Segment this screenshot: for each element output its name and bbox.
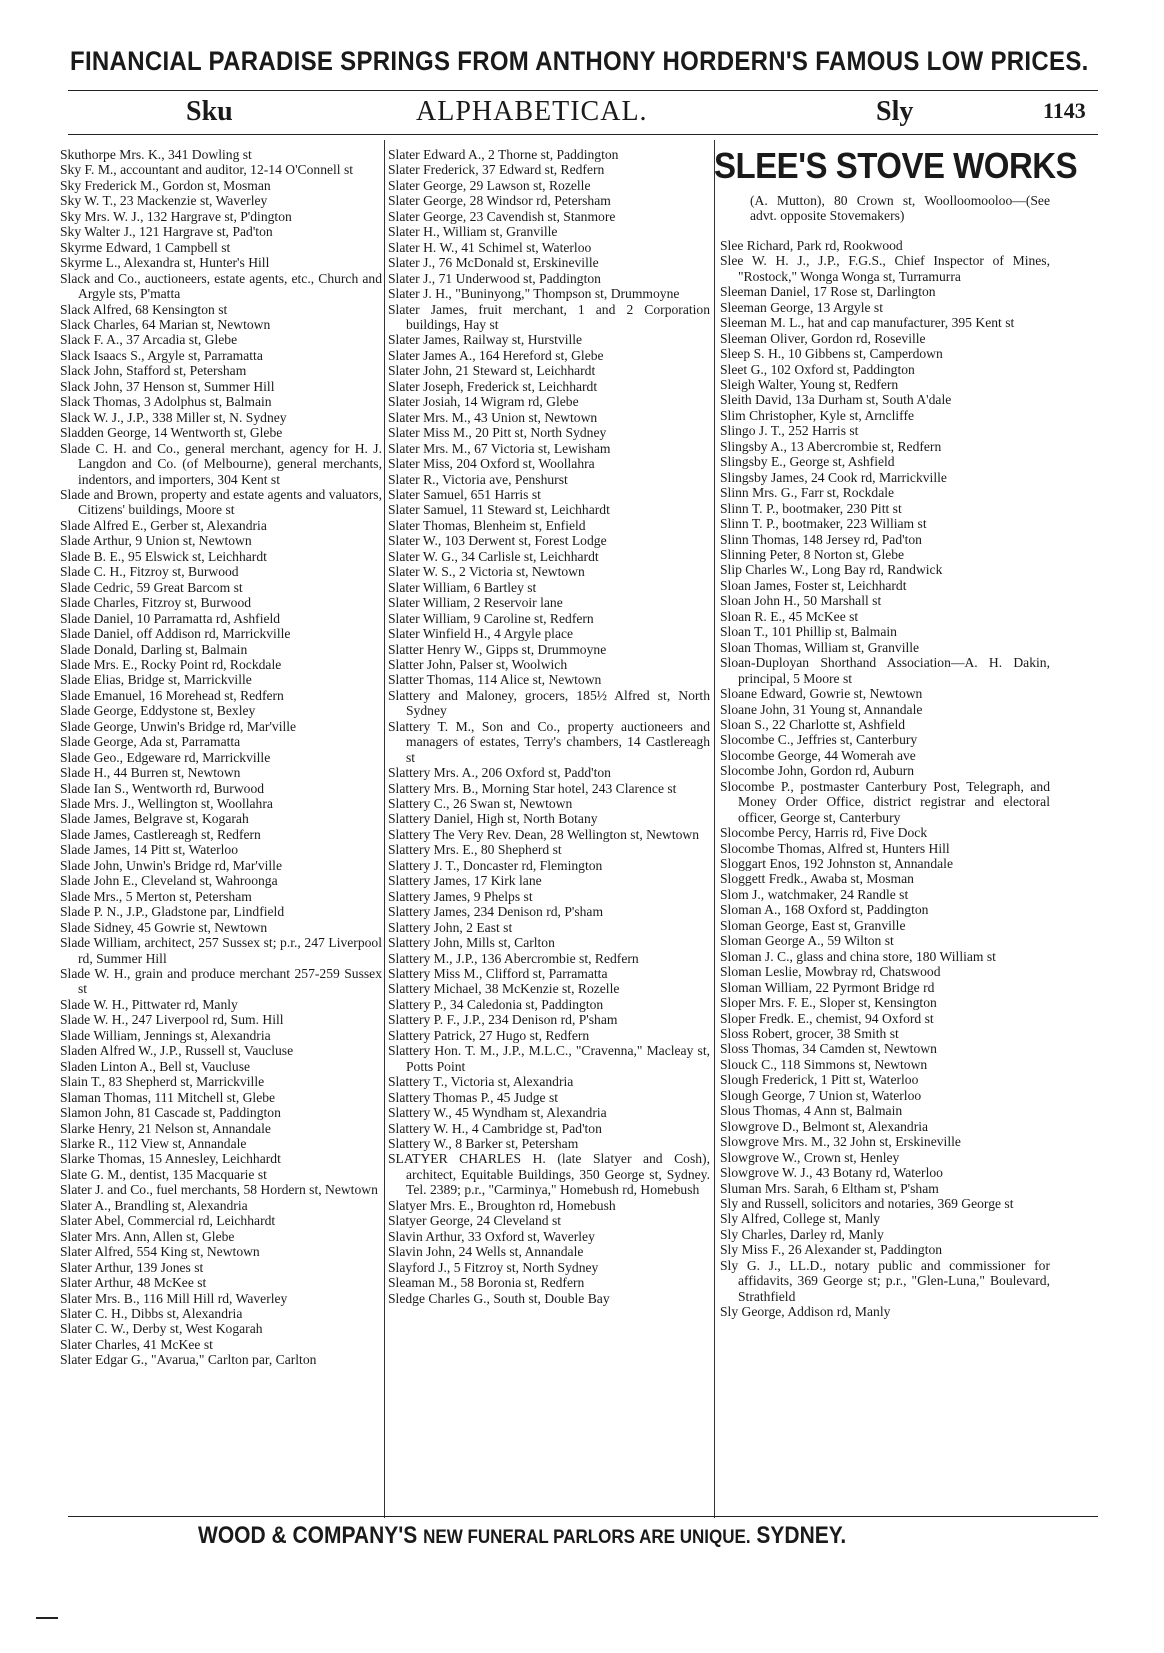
directory-entry: Slade W. H., Pittwater rd, Manly — [60, 996, 238, 1012]
directory-entry: Sloan John H., 50 Marshall st — [720, 593, 882, 609]
directory-entry: Sloggett Fredk., Awaba st, Mosman — [720, 871, 914, 887]
directory-entry: Slater C. W., Derby st, West Kogarah — [60, 1321, 263, 1337]
directory-entry: Slack John, Stafford st, Petersham — [60, 363, 247, 379]
directory-entry: Slater Mrs. M., 43 Union st, Newtown — [388, 409, 598, 425]
directory-entry: Slater W. S., 2 Victoria st, Newtown — [388, 564, 585, 580]
directory-entry: Sloss Thomas, 34 Camden st, Newtown — [720, 1041, 937, 1057]
directory-entry: Sloper Mrs. F. E., Sloper st, Kensington — [720, 995, 937, 1011]
directory-entry: Sly Miss F., 26 Alexander st, Paddington — [720, 1242, 943, 1258]
directory-entry: Slater W. G., 34 Carlisle st, Leichhardt — [388, 548, 599, 564]
directory-entry: Slater R., Victoria ave, Penshurst — [388, 471, 568, 487]
directory-entry: Slain T., 83 Shepherd st, Marrickville — [60, 1074, 265, 1090]
directory-entry: Slade George, Unwin's Bridge rd, Mar'ville — [60, 718, 297, 734]
directory-entry: Slattery James, 9 Phelps st — [388, 888, 533, 904]
directory-entry: Slater George, 28 Windsor rd, Petersham — [388, 193, 611, 209]
directory-entry: Slade James, 14 Pitt st, Waterloo — [60, 842, 238, 858]
footer-advert — [198, 1522, 958, 1550]
directory-entry: Slingo J. T., 252 Harris st — [720, 423, 859, 439]
directory-entry: Slater William, 6 Bartley st — [388, 579, 537, 595]
directory-entry: Slater Samuel, 11 Steward st, Leichhardt — [388, 502, 610, 518]
directory-entry: Skyrme L., Alexandra st, Hunter's Hill — [60, 255, 270, 271]
directory-entry: Slater Edgar G., "Avarua," Carlton par, Carlton — [60, 1352, 317, 1368]
directory-entry: Sloggart Enos, 192 Johnston st, Annandale — [720, 856, 953, 872]
banner-rule — [68, 90, 1098, 91]
directory-entry: Slade John, Unwin's Bridge rd, Mar'ville — [60, 857, 282, 873]
directory-entry: Slattery Mrs. E., 80 Shepherd st — [388, 842, 562, 858]
directory-entry: Slowgrove Mrs. M., 32 John st, Erskineville — [720, 1134, 961, 1150]
directory-entry: Slater Arthur, 139 Jones st — [60, 1259, 204, 1275]
directory-entry: Sly George, Addison rd, Manly — [720, 1304, 891, 1320]
directory-entry: Slattery John, Mills st, Carlton — [388, 935, 555, 951]
directory-entry: Slater Abel, Commercial rd, Leichhardt — [60, 1213, 276, 1229]
directory-entry: Sky Mrs. W. J., 132 Hargrave st, P'dington — [60, 208, 292, 224]
directory-entry: Slip Charles W., Long Bay rd, Randwick — [720, 562, 943, 578]
directory-entry: Slocombe George, 44 Womerah ave — [720, 747, 916, 763]
directory-entry: Sloan R. E., 45 McKee st — [720, 608, 859, 624]
directory-entry: Slade C. H., Fitzroy st, Burwood — [60, 564, 239, 580]
directory-entry: Slade Mrs. E., Rocky Point rd, Rockdale — [60, 656, 282, 672]
top-banner-advert: FINANCIAL PARADISE SPRINGS FROM ANTHONY HORDERN'S FAMOUS LOW PRICES. — [70, 46, 1089, 77]
directory-entry: Slade George, Eddystone st, Bexley — [60, 703, 256, 719]
directory-entry: Slee Richard, Park rd, Rookwood — [720, 237, 903, 253]
directory-entry: Slade Geo., Edgeware rd, Marrickville — [60, 749, 271, 765]
directory-entry: Slater George, 29 Lawson st, Rozelle — [388, 177, 591, 193]
directory-entry: Slade W. H., 247 Liverpool rd, Sum. Hill — [60, 1012, 284, 1028]
directory-entry: Slade Arthur, 9 Union st, Newtown — [60, 533, 252, 549]
directory-entry: Slater Josiah, 14 Wigram rd, Glebe — [388, 394, 579, 410]
directory-entry: Slattery James, 17 Kirk lane — [388, 873, 542, 889]
directory-entry: Sloan T., 101 Phillip st, Balmain — [720, 624, 897, 640]
directory-entry: Slom J., watchmaker, 24 Randle st — [720, 886, 909, 902]
directory-entry: Slade Sidney, 45 Gowrie st, Newtown — [60, 919, 268, 935]
directory-entry: Sky F. M., accountant and auditor, 12-14 O'Connell st — [60, 162, 354, 178]
directory-entry: Sloman J. C., glass and china store, 180 William st — [720, 948, 996, 964]
directory-entry: Slattery W., 45 Wyndham st, Alexandria — [388, 1105, 607, 1121]
directory-entry: Sleith David, 13a Durham st, South A'dale — [720, 392, 952, 408]
directory-entry: Slavin John, 24 Wells st, Annandale — [388, 1244, 584, 1260]
directory-entry: Slate G. M., dentist, 135 Macquarie st — [60, 1166, 267, 1182]
directory-entry: Slayford J., 5 Fitzroy st, North Sydney — [388, 1259, 599, 1275]
directory-entry: Sleet G., 102 Oxford st, Paddington — [720, 361, 915, 377]
directory-entry: Slade Mrs. J., Wellington st, Woollahra — [60, 796, 273, 812]
directory-entry: Slater H., William st, Granville — [388, 224, 558, 240]
directory-entry: Slattery and Maloney, grocers, 185½ Alfred st, North Sydney — [388, 687, 710, 719]
footer-city: SYDNEY. — [756, 1522, 847, 1549]
directory-entry: Sky Walter J., 121 Hargrave st, Pad'ton — [60, 224, 273, 240]
directory-entry: Slinn T. P., bootmaker, 230 Pitt st — [720, 500, 902, 516]
directory-entry: Slocombe John, Gordon rd, Auburn — [720, 763, 915, 779]
directory-entry: Slatyer Mrs. E., Broughton rd, Homebush — [388, 1197, 616, 1213]
directory-entry: Sloman Leslie, Mowbray rd, Chatswood — [720, 964, 941, 980]
directory-entry: Slater H. W., 41 Schimel st, Waterloo — [388, 239, 592, 255]
directory-entry: Slade George, Ada st, Parramatta — [60, 734, 241, 750]
directory-entry: Sloman William, 22 Pyrmont Bridge rd — [720, 979, 935, 995]
directory-entry: Sloman A., 168 Oxford st, Paddington — [720, 902, 929, 918]
directory-column-middle — [388, 147, 710, 1306]
directory-entry: Skuthorpe Mrs. K., 341 Dowling st — [60, 147, 252, 162]
directory-entry: Sleeman Oliver, Gordon rd, Roseville — [720, 330, 926, 346]
directory-entry: Slingsby A., 13 Abercrombie st, Redfern — [720, 438, 942, 454]
footer-rule — [68, 1516, 1098, 1517]
directory-entry: Slater Charles, 41 McKee st — [60, 1336, 213, 1352]
page-header — [68, 96, 1098, 126]
directory-entry: Slinn T. P., bootmaker, 223 William st — [720, 516, 927, 532]
directory-entry: Sluman Mrs. Sarah, 6 Eltham st, P'sham — [720, 1180, 939, 1196]
directory-entry: Slater J., 76 McDonald st, Erskineville — [388, 255, 599, 271]
directory-entry: Slater Mrs. M., 67 Victoria st, Lewisham — [388, 440, 611, 456]
directory-entry: Slade William, Jennings st, Alexandria — [60, 1027, 271, 1043]
directory-entry: Sleeman Daniel, 17 Rose st, Darlington — [720, 284, 936, 300]
directory-entry: Slater James, fruit merchant, 1 and 2 Corporation buildings, Hay st — [388, 301, 710, 332]
stove-works-advert-body: (A. Mutton), 80 Crown st, Woolloomooloo—(See advt. opposite Stovemakers) — [750, 193, 1050, 224]
directory-entry: Slater William, 9 Caroline st, Redfern — [388, 610, 594, 626]
header-rule — [68, 134, 1098, 135]
directory-entry: Slattery P. F., J.P., 234 Denison rd, P'sham — [388, 1012, 618, 1028]
directory-entry: Slaman Thomas, 111 Mitchell st, Glebe — [60, 1089, 276, 1105]
directory-entry: Skyrme Edward, 1 Campbell st — [60, 239, 231, 255]
directory-entry: Sky Frederick M., Gordon st, Mosman — [60, 177, 271, 193]
directory-entry: Slater Samuel, 651 Harris st — [388, 486, 541, 502]
column-divider-1 — [384, 140, 385, 1518]
directory-entry: Slinn Mrs. G., Farr st, Rockdale — [720, 485, 895, 501]
directory-entry: Slater J. and Co., fuel merchants, 58 Hordern st, Newtown — [60, 1182, 378, 1198]
directory-entry: Slattery Michael, 38 McKenzie st, Rozelle — [388, 981, 620, 997]
directory-entry: Slater Thomas, Blenheim st, Enfield — [388, 517, 586, 533]
directory-entry: Slack Alfred, 68 Kensington st — [60, 301, 228, 317]
directory-entry: Slater Alfred, 554 King st, Newtown — [60, 1244, 260, 1260]
directory-entry: Slattery Miss M., Clifford st, Parramatta — [388, 966, 608, 982]
directory-entry: Sloper Fredk. E., chemist, 94 Oxford st — [720, 1010, 934, 1026]
footer-brand: WOOD & COMPANY'S — [198, 1522, 418, 1549]
directory-entry: Slack and Co., auctioneers, estate agents, etc., Church and Argyle sts, P'matta — [60, 270, 382, 302]
directory-entry: Slous Thomas, 4 Ann st, Balmain — [720, 1103, 903, 1119]
directory-entry: Slarke Henry, 21 Nelson st, Annandale — [60, 1120, 271, 1136]
directory-entry: Sly G. J., LL.D., notary public and commissioner for affidavits, 369 George st; p.r., "Glen-Luna," Boulevard, Strathfield — [720, 1257, 1050, 1304]
directory-entry: Slowgrove W. J., 43 Botany rd, Waterloo — [720, 1165, 943, 1181]
directory-entry: Sleeman George, 13 Argyle st — [720, 299, 883, 315]
directory-entry: Sledge Charles G., South st, Double Bay — [388, 1290, 610, 1306]
directory-entry: Slater Mrs. Ann, Allen st, Glebe — [60, 1228, 235, 1244]
directory-entry: Slater James, Railway st, Hurstville — [388, 332, 583, 348]
directory-entry: Slatter Thomas, 114 Alice st, Newtown — [388, 672, 602, 688]
directory-entry: SLATYER CHARLES H. (late Slatyer and Cosh), architect, Equitable Buildings, 350 George st, Sydney. Tel. 2389; p.r., "Carminya," Homebush rd, Homebush — [388, 1151, 710, 1198]
directory-entry: Slinning Peter, 8 Norton st, Glebe — [720, 546, 905, 562]
directory-column-right — [714, 145, 1078, 1320]
directory-entry: Sloane Edward, Gowrie st, Newtown — [720, 686, 923, 702]
directory-entry: Slater Frederick, 37 Edward st, Redfern — [388, 162, 605, 178]
directory-entry: Slattery Hon. T. M., J.P., M.L.C., "Cravenna," Macleay st, Potts Point — [388, 1043, 710, 1074]
stove-works-advert-title: SLEE'S STOVE WORKS — [714, 145, 1078, 186]
directory-entry: Slavin Arthur, 33 Oxford st, Waverley — [388, 1228, 595, 1244]
directory-entry: Sloan-Duployan Shorthand Association—A. H. Dakin, principal, 5 Moore st — [720, 655, 1050, 686]
directory-entry: Slade B. E., 95 Elswick st, Leichhardt — [60, 548, 267, 564]
directory-entry: Slarke R., 112 View st, Annandale — [60, 1136, 247, 1151]
directory-entry: Slack W. J., J.P., 338 Miller st, N. Sydney — [60, 409, 287, 425]
directory-entry: Slade Emanuel, 16 Morehead st, Redfern — [60, 687, 284, 703]
directory-entry: Slouck C., 118 Simmons st, Newtown — [720, 1056, 928, 1072]
directory-entry: Sloan James, Foster st, Leichhardt — [720, 577, 907, 593]
directory-entry: Slocombe Thomas, Alfred st, Hunters Hill — [720, 840, 950, 856]
directory-entry: Slack Charles, 64 Marian st, Newtown — [60, 316, 271, 332]
directory-entry: Slough George, 7 Union st, Waterloo — [720, 1087, 922, 1103]
directory-entry: Slater Mrs. B., 116 Mill Hill rd, Waverley — [60, 1290, 288, 1306]
directory-entry: Slattery Patrick, 27 Hugo st, Redfern — [388, 1027, 590, 1043]
directory-entry: Slim Christopher, Kyle st, Arncliffe — [720, 407, 915, 423]
directory-entry: Slade W. H., grain and produce merchant 257-259 Sussex st — [60, 966, 382, 997]
directory-entry: Slowgrove D., Belmont st, Alexandria — [720, 1118, 929, 1134]
directory-entry: Slattery Daniel, High st, North Botany — [388, 811, 598, 827]
directory-entry: Slingsby James, 24 Cook rd, Marrickville — [720, 469, 947, 485]
directory-entry: Slade H., 44 Burren st, Newtown — [60, 765, 241, 781]
directory-entry: Slocombe P., postmaster Canterbury Post, Telegraph, and Money Order Office, district registrar and electoral officer, George st, Canterbury — [720, 778, 1050, 825]
directory-entry: Slade Elias, Bridge st, Marrickville — [60, 672, 252, 688]
directory-entry: Sky W. T., 23 Mackenzie st, Waverley — [60, 193, 268, 209]
directory-entry: Slack Isaacs S., Argyle st, Parramatta — [60, 347, 263, 363]
directory-entry: Slough Frederick, 1 Pitt st, Waterloo — [720, 1072, 919, 1088]
directory-entry: Sleeman M. L., hat and cap manufacturer, 395 Kent st — [720, 315, 1015, 331]
directory-entry: Sladden George, 14 Wentworth st, Glebe — [60, 425, 283, 441]
directory-entry: Sleep S. H., 10 Gibbens st, Camperdown — [720, 346, 943, 362]
directory-entry: Slack John, 37 Henson st, Summer Hill — [60, 378, 275, 394]
directory-entry: Slater C. H., Dibbs st, Alexandria — [60, 1305, 243, 1321]
directory-entry: Slattery Mrs. B., Morning Star hotel, 243 Clarence st — [388, 780, 677, 796]
directory-entry: Slattery C., 26 Swan st, Newtown — [388, 796, 573, 812]
directory-entry: Slater George, 23 Cavendish st, Stanmore — [388, 208, 616, 224]
directory-entry: Slade Ian S., Wentworth rd, Burwood — [60, 780, 265, 796]
directory-entry: Sloan S., 22 Charlotte st, Ashfield — [720, 716, 906, 732]
directory-entry: Slack Thomas, 3 Adolphus st, Balmain — [60, 394, 272, 410]
directory-entry: Slade Daniel, 10 Parramatta rd, Ashfield — [60, 610, 281, 626]
directory-entry: Sloman George, East st, Granville — [720, 917, 906, 933]
directory-entry: Slattery John, 2 East st — [388, 919, 513, 935]
directory-entry: Slattery M., J.P., 136 Abercrombie st, Redfern — [388, 950, 639, 966]
directory-entry: Slatter Henry W., Gipps st, Drummoyne — [388, 641, 607, 657]
directory-entry: Slater James A., 164 Hereford st, Glebe — [388, 347, 604, 363]
directory-entry: Slattery T., Victoria st, Alexandria — [388, 1074, 574, 1090]
directory-entry: Sleaman M., 58 Boronia st, Redfern — [388, 1275, 585, 1291]
directory-entry: Slade C. H. and Co., general merchant, agency for H. J. Langdon and Co. (of Melbourne), general merchants, indentors, and importers, 304 Kent st — [60, 440, 382, 487]
directory-entry: Slade James, Belgrave st, Kogarah — [60, 811, 249, 827]
header-right-guide-word: Sly — [876, 96, 914, 127]
directory-entry: Slattery Thomas P., 45 Judge st — [388, 1089, 559, 1105]
directory-entry: Sladen Alfred W., J.P., Russell st, Vaucluse — [60, 1043, 294, 1059]
directory-entry: Sly Alfred, College st, Manly — [720, 1211, 881, 1227]
directory-entry: Slack F. A., 37 Arcadia st, Glebe — [60, 332, 238, 348]
directory-entry: Slade Alfred E., Gerber st, Alexandria — [60, 517, 267, 533]
directory-entry: Slarke Thomas, 15 Annesley, Leichhardt — [60, 1151, 281, 1167]
page-number: 1143 — [1043, 98, 1086, 123]
directory-entry: Sloan Thomas, William st, Granville — [720, 639, 920, 655]
directory-entry: Slocombe C., Jeffries st, Canterbury — [720, 732, 918, 748]
directory-column-right-entries — [720, 238, 1050, 1320]
page-mark — [36, 1617, 58, 1619]
directory-entry: Slater William, 2 Reservoir lane — [388, 595, 563, 611]
directory-entry: Slater J., 71 Underwood st, Paddington — [388, 270, 601, 286]
directory-entry: Slattery W., 8 Barker st, Petersham — [388, 1136, 579, 1151]
directory-entry: Slater Edward A., 2 Thorne st, Paddington — [388, 147, 619, 162]
header-section-title: ALPHABETICAL. — [416, 96, 648, 127]
directory-entry: Slamon John, 81 Cascade st, Paddington — [60, 1105, 281, 1121]
directory-entry: Sly Charles, Darley rd, Manly — [720, 1226, 884, 1242]
directory-entry: Slattery W. H., 4 Cambridge st, Pad'ton — [388, 1120, 602, 1136]
directory-entry: Slade Charles, Fitzroy st, Burwood — [60, 595, 252, 611]
directory-entry: Slattery James, 234 Denison rd, P'sham — [388, 904, 604, 920]
directory-entry: Slater Joseph, Frederick st, Leichhardt — [388, 378, 598, 394]
directory-entry: Slatyer George, 24 Cleveland st — [388, 1213, 562, 1229]
directory-entry: Slade P. N., J.P., Gladstone par, Lindfield — [60, 904, 285, 920]
directory-entry: Slingsby E., George st, Ashfield — [720, 454, 895, 470]
directory-entry: Sloss Robert, grocer, 38 Smith st — [720, 1026, 899, 1042]
directory-entry: Slater Arthur, 48 McKee st — [60, 1275, 207, 1291]
directory-entry: Slocombe Percy, Harris rd, Five Dock — [720, 825, 928, 841]
directory-entry: Slatter John, Palser st, Woolwich — [388, 656, 568, 672]
directory-entry: Slater A., Brandling st, Alexandria — [60, 1197, 248, 1213]
directory-entry: Slattery Mrs. A., 206 Oxford st, Padd'ton — [388, 765, 611, 781]
directory-entry: Slattery The Very Rev. Dean, 28 Wellington st, Newtown — [388, 826, 700, 842]
directory-entry: Slater Winfield H., 4 Argyle place — [388, 626, 574, 642]
directory-entry: Slade John E., Cleveland st, Wahroonga — [60, 873, 278, 889]
directory-entry: Slinn Thomas, 148 Jersey rd, Pad'ton — [720, 531, 922, 547]
directory-entry: Sloman George A., 59 Wilton st — [720, 933, 894, 949]
directory-entry: Slee W. H. J., J.P., F.G.S., Chief Inspector of Mines, "Rostock," Wonga Wonga st, Turramurra — [720, 253, 1050, 284]
directory-entry: Sladen Linton A., Bell st, Vaucluse — [60, 1058, 251, 1074]
directory-entry: Slade James, Castlereagh st, Redfern — [60, 826, 261, 842]
column-divider-2 — [714, 140, 715, 1518]
directory-entry: Sloane John, 31 Young st, Annandale — [720, 701, 923, 717]
directory-entry: Slater Miss, 204 Oxford st, Woollahra — [388, 456, 595, 472]
directory-entry: Slattery J. T., Doncaster rd, Flemington — [388, 857, 603, 873]
directory-column-left — [60, 147, 382, 1368]
directory-entry: Slater J. H., "Buninyong," Thompson st, Drummoyne — [388, 286, 680, 302]
directory-entry: Slater W., 103 Derwent st, Forest Lodge — [388, 533, 607, 549]
directory-entry: Slattery T. M., Son and Co., property auctioneers and managers of estates, Terry's chambers, 14 Castlereagh st — [388, 718, 710, 765]
directory-entry: Slade Cedric, 59 Great Barcom st — [60, 579, 243, 595]
header-left-guide-word: Sku — [186, 96, 233, 127]
directory-entry: Slattery P., 34 Caledonia st, Paddington — [388, 996, 604, 1012]
directory-entry: Slater John, 21 Steward st, Leichhardt — [388, 363, 596, 379]
directory-entry: Sleigh Walter, Young st, Redfern — [720, 376, 899, 392]
footer-message: NEW FUNERAL PARLORS ARE UNIQUE. — [423, 1525, 751, 1548]
directory-entry: Slade Mrs., 5 Merton st, Petersham — [60, 888, 252, 904]
directory-entry: Slade and Brown, property and estate agents and valuators, Citizens' buildings, Moore st — [60, 486, 382, 518]
directory-entry: Slater Miss M., 20 Pitt st, North Sydney — [388, 425, 607, 441]
directory-entry: Slade Donald, Darling st, Balmain — [60, 641, 248, 657]
directory-entry: Slade William, architect, 257 Sussex st; p.r., 247 Liverpool rd, Summer Hill — [60, 935, 382, 966]
directory-entry: Slade Daniel, off Addison rd, Marrickville — [60, 626, 291, 642]
directory-entry: Sly and Russell, solicitors and notaries, 369 George st — [720, 1196, 1014, 1211]
directory-entry: Slowgrove W., Crown st, Henley — [720, 1149, 900, 1165]
